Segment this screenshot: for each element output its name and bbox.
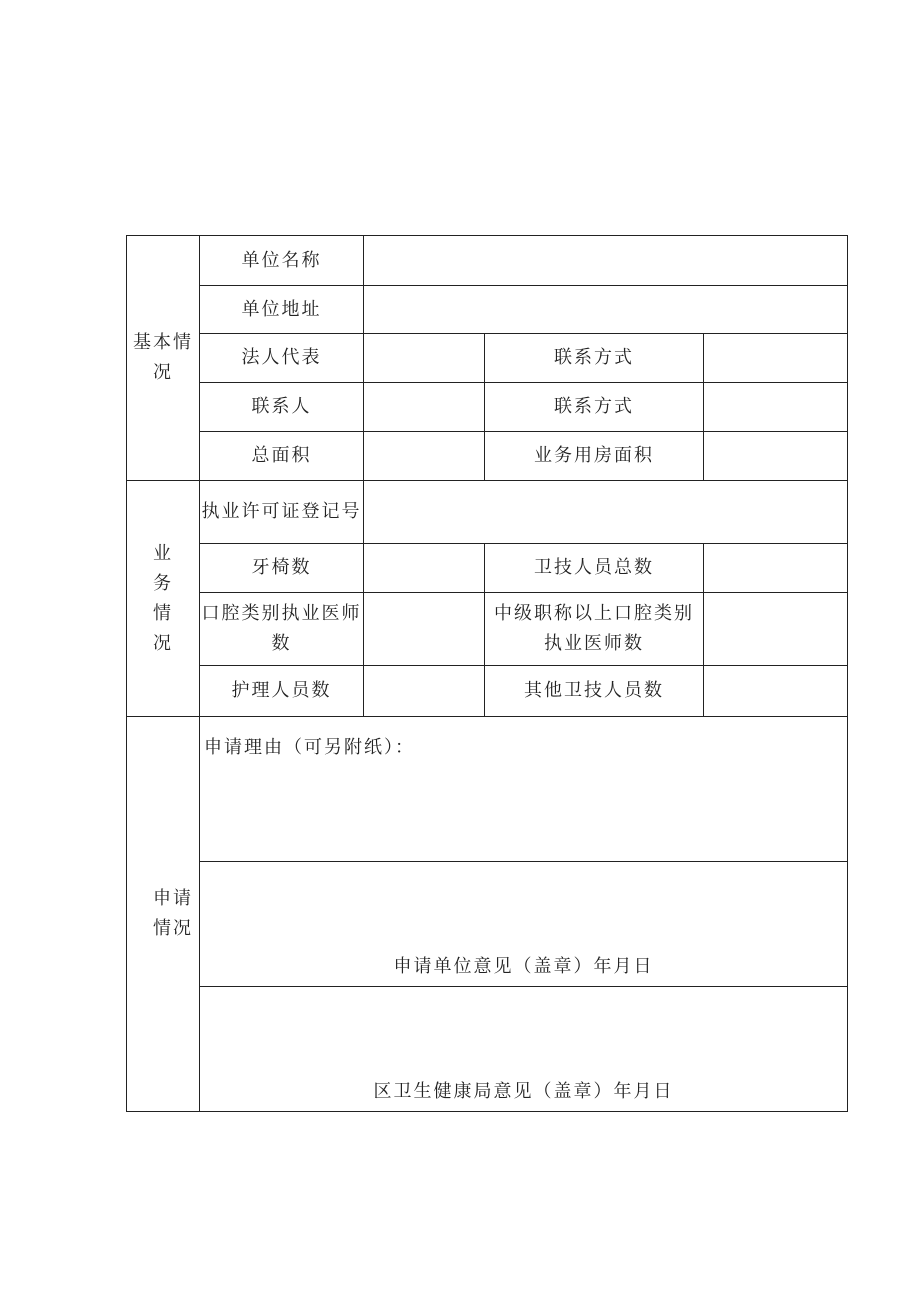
nurses-field[interactable]	[364, 666, 485, 717]
dental-physicians-field[interactable]	[364, 593, 485, 666]
unit-name-label: 单位名称	[200, 236, 364, 286]
total-area-label: 总面积	[200, 432, 364, 481]
business-area-field[interactable]	[704, 432, 848, 481]
section-business-char: 业	[153, 542, 173, 564]
application-form-table	[126, 235, 848, 1112]
unit-address-field[interactable]	[364, 286, 848, 334]
unit-opinion-field[interactable]	[200, 862, 848, 987]
section-business-char: 务	[153, 572, 173, 594]
license-field[interactable]	[364, 481, 848, 544]
license-label: 执业许可证登记号	[200, 481, 364, 544]
other-tech-label: 其他卫技人员数	[485, 666, 704, 717]
contact-person-label: 联系人	[200, 383, 364, 432]
contact-method-field-2[interactable]	[704, 383, 848, 432]
contact-person-field[interactable]	[364, 383, 485, 432]
contact-method-label-2: 联系方式	[485, 383, 704, 432]
bureau-opinion-field[interactable]	[200, 987, 848, 1112]
business-area-label: 业务用房面积	[485, 432, 704, 481]
mid-title-dental-label: 中级职称以上口腔类别执业医师数	[485, 593, 704, 666]
section-business-char: 况	[153, 632, 173, 654]
application-reason-field[interactable]	[200, 717, 848, 862]
unit-opinion-label: 申请单位意见（盖章）年月日	[393, 956, 654, 977]
section-application-line: 申请	[153, 888, 193, 909]
unit-name-field[interactable]	[364, 236, 848, 286]
section-business-char: 情	[153, 602, 173, 624]
section-basic-info: 基本情况	[127, 236, 200, 481]
legal-rep-label: 法人代表	[200, 334, 364, 383]
application-reason-label: 申请理由（可另附纸）：	[204, 737, 415, 758]
section-business-info	[127, 481, 200, 717]
total-area-field[interactable]	[364, 432, 485, 481]
dental-chairs-field[interactable]	[364, 544, 485, 593]
dental-chairs-label: 牙椅数	[200, 544, 364, 593]
nurses-label: 护理人员数	[200, 666, 364, 717]
section-application-line: 情况	[153, 918, 193, 939]
other-tech-field[interactable]	[704, 666, 848, 717]
unit-address-label: 单位地址	[200, 286, 364, 334]
section-application-info	[127, 717, 200, 1112]
mid-title-dental-field[interactable]	[704, 593, 848, 666]
health-tech-total-label: 卫技人员总数	[485, 544, 704, 593]
bureau-opinion-label: 区卫生健康局意见（盖章）年月日	[373, 1081, 674, 1102]
contact-method-field-1[interactable]	[704, 334, 848, 383]
legal-rep-field[interactable]	[364, 334, 485, 383]
health-tech-total-field[interactable]	[704, 544, 848, 593]
contact-method-label-1: 联系方式	[485, 334, 704, 383]
dental-physicians-label: 口腔类别执业医师数	[200, 593, 364, 666]
